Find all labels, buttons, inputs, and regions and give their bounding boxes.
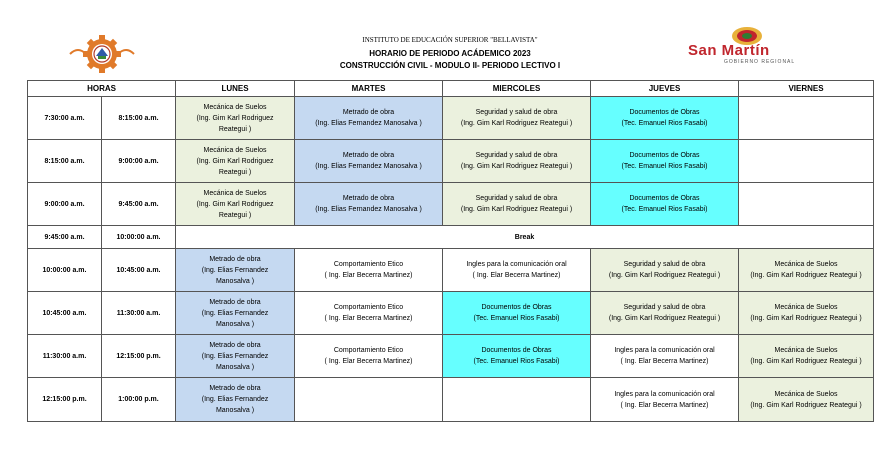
instructor-name: (Ing. Elias Fernandez [201, 396, 269, 403]
end-time: 1:00:00 p.m. [102, 378, 176, 422]
class-cell [591, 183, 739, 226]
instructor-name: (Tec. Emanuel Rios Fasabi) [473, 315, 560, 322]
course-name: Documentos de Obras [481, 347, 552, 354]
course-name: Documentos de Obras [481, 304, 552, 311]
instructor-name: Manosalva ) [215, 407, 255, 414]
course-name: Documentos de Obras [629, 152, 700, 159]
schedule-table [27, 80, 874, 422]
class-cell [739, 249, 874, 292]
course-name: Seguridad y salud de obra [475, 109, 558, 116]
instructor-name: Reategui ) [218, 211, 252, 219]
class-cell [295, 335, 443, 378]
class-cell [591, 292, 739, 335]
instructor-name: (Ing. Elias Fernandez [201, 266, 269, 274]
course-name: Metrado de obra [342, 109, 395, 116]
regional-brand-subtext: GOBIERNO REGIONAL [724, 59, 796, 65]
class-cell [739, 378, 874, 422]
break-cell: Break [176, 226, 874, 249]
course-name: Seguridad y salud de obra [475, 152, 558, 159]
header-row [28, 81, 874, 97]
instructor-name: (Tec. Emanuel Rios Fasabi) [621, 206, 708, 213]
course-name: Metrado de obra [209, 385, 261, 392]
instructor-name: Manosalva ) [215, 320, 255, 328]
instructor-name: (Tec. Emanuel Rios Fasabi) [621, 163, 708, 170]
schedule-title: HORARIO DE PERIODO ACÁDEMICO 2023 [369, 49, 531, 58]
instructor-name: (Ing. Gim Karl Rodriguez [196, 114, 274, 122]
class-cell [176, 97, 295, 140]
start-time: 9:00:00 a.m. [28, 183, 102, 226]
instructor-name: Reategui ) [218, 168, 252, 176]
regional-government-logo [672, 26, 822, 70]
class-cell [739, 292, 874, 335]
class-cell [176, 140, 295, 183]
instructor-name: (Ing. Gim Karl Rodriguez [196, 157, 274, 165]
class-cell [443, 183, 591, 226]
course-name: Mecánica de Suelos [774, 390, 838, 398]
instructor-name: ( Ing. Elar Becerra Martinez) [324, 315, 413, 322]
course-name: Seguridad y salud de obra [623, 304, 706, 311]
instructor-name: (Tec. Emanuel Rios Fasabi) [473, 358, 560, 365]
class-cell [443, 292, 591, 335]
title-block [250, 36, 650, 71]
class-cell [443, 378, 591, 422]
class-cell [295, 249, 443, 292]
course-name: Documentos de Obras [629, 109, 700, 116]
instructor-name: (Ing. Gim Karl Rodriguez Reategui ) [460, 206, 573, 213]
end-time: 10:00:00 a.m. [102, 226, 176, 249]
class-cell [443, 249, 591, 292]
instructor-name: ( Ing. Elar Becerra Martinez) [324, 272, 413, 279]
course-name: Metrado de obra [209, 298, 261, 306]
instructor-name: Manosalva ) [215, 277, 255, 285]
instructor-name: (Ing. Gim Karl Rodriguez Reategui ) [750, 315, 862, 322]
instructor-name: (Ing. Gim Karl Rodriguez [196, 200, 274, 208]
class-cell [295, 292, 443, 335]
course-name: Seguridad y salud de obra [623, 261, 706, 268]
course-name: Metrado de obra [209, 341, 261, 349]
class-cell [739, 335, 874, 378]
course-name: Mecánica de Suelos [203, 103, 267, 111]
table-row [28, 378, 874, 422]
start-time: 9:45:00 a.m. [28, 226, 102, 249]
instructor-name: (Ing. Elias Fernandez [201, 352, 269, 360]
instructor-name: Reategui ) [218, 125, 252, 133]
regional-brand-text: San Martín [688, 42, 770, 59]
start-time: 12:15:00 p.m. [28, 378, 102, 422]
course-name: Ingles para la comunicación oral [466, 261, 567, 268]
end-time: 12:15:00 p.m. [102, 335, 176, 378]
course-name: Comportamiento Etico [333, 347, 404, 354]
instructor-name: (Ing. Gim Karl Rodriguez Reategui ) [460, 163, 573, 170]
class-cell [176, 378, 295, 422]
col-header-miercoles: MIERCOLES [443, 81, 591, 97]
class-cell [176, 292, 295, 335]
institute-logo [68, 34, 136, 74]
instructor-name: (Ing. Gim Karl Rodriguez Reategui ) [750, 272, 862, 279]
class-cell [739, 97, 874, 140]
class-cell [591, 378, 739, 422]
start-time: 7:30:00 a.m. [28, 97, 102, 140]
start-time: 10:45:00 a.m. [28, 292, 102, 335]
course-name: Mecánica de Suelos [774, 304, 838, 311]
class-cell [591, 97, 739, 140]
class-cell [295, 378, 443, 422]
instructor-name: ( Ing. Elar Becerra Martinez) [620, 358, 709, 365]
course-name: Ingles para la comunicación oral [614, 390, 715, 398]
instructor-name: ( Ing. Elar Becerra Martinez) [620, 401, 709, 409]
instructor-name: (Ing. Gim Karl Rodriguez Reategui ) [608, 315, 721, 322]
course-name: Metrado de obra [209, 255, 261, 263]
end-time: 11:30:00 a.m. [102, 292, 176, 335]
col-header-viernes: VIERNES [739, 81, 874, 97]
instructor-name: (Ing. Gim Karl Rodriguez Reategui ) [608, 272, 721, 279]
table-row [28, 249, 874, 292]
instructor-name: (Ing. Gim Karl Rodriguez Reategui ) [460, 120, 573, 127]
course-name: Mecánica de Suelos [203, 189, 267, 197]
start-time: 11:30:00 a.m. [28, 335, 102, 378]
class-cell [176, 183, 295, 226]
table-row [28, 226, 874, 249]
table-row [28, 292, 874, 335]
course-name: Ingles para la comunicación oral [614, 347, 715, 354]
class-cell [176, 335, 295, 378]
class-cell [443, 140, 591, 183]
end-time: 8:15:00 a.m. [102, 97, 176, 140]
end-time: 9:00:00 a.m. [102, 140, 176, 183]
course-name: Documentos de Obras [629, 195, 700, 202]
instructor-name: (Ing. Elias Fernandez Manosalva ) [315, 120, 422, 127]
course-name: Metrado de obra [342, 195, 395, 202]
end-time: 10:45:00 a.m. [102, 249, 176, 292]
table-row [28, 183, 874, 226]
class-cell [443, 97, 591, 140]
col-header-horas: HORAS [28, 81, 176, 97]
col-header-lunes: LUNES [176, 81, 295, 97]
instructor-name: Manosalva ) [215, 363, 255, 371]
instructor-name: (Tec. Emanuel Rios Fasabi) [621, 120, 708, 127]
course-name: Comportamiento Etico [333, 304, 404, 311]
instructor-name: (Ing. Elias Fernandez Manosalva ) [315, 163, 422, 170]
class-cell [591, 140, 739, 183]
institute-name: INSTITUTO DE EDUCACIÓN SUPERIOR "BELLAVISTA" [362, 36, 538, 44]
instructor-name: ( Ing. Elar Becerra Martinez) [324, 358, 413, 365]
instructor-name: ( Ing. Elar Becerra Martinez) [472, 272, 561, 279]
col-header-jueves: JUEVES [591, 81, 739, 97]
class-cell [739, 183, 874, 226]
table-row [28, 97, 874, 140]
class-cell [295, 97, 443, 140]
class-cell [176, 249, 295, 292]
course-name: Mecánica de Suelos [774, 347, 838, 354]
course-name: Mecánica de Suelos [203, 146, 267, 154]
class-cell [295, 140, 443, 183]
document-header [0, 0, 894, 80]
schedule-subtitle: CONSTRUCCIÓN CIVIL - MODULO II- PERIODO LECTIVO I [339, 61, 561, 70]
col-header-martes: MARTES [295, 81, 443, 97]
course-name: Seguridad y salud de obra [475, 195, 558, 202]
instructor-name: (Ing. Elias Fernandez Manosalva ) [315, 206, 422, 213]
class-cell [295, 183, 443, 226]
course-name: Comportamiento Etico [333, 261, 404, 268]
table-row [28, 335, 874, 378]
course-name: Mecánica de Suelos [774, 261, 838, 268]
table-row [28, 140, 874, 183]
class-cell [591, 335, 739, 378]
instructor-name: (Ing. Gim Karl Rodriguez Reategui ) [750, 401, 862, 409]
class-cell [591, 249, 739, 292]
course-name: Metrado de obra [342, 152, 395, 159]
instructor-name: (Ing. Gim Karl Rodriguez Reategui ) [750, 358, 862, 365]
class-cell [443, 335, 591, 378]
instructor-name: (Ing. Elias Fernandez [201, 309, 269, 317]
start-time: 8:15:00 a.m. [28, 140, 102, 183]
class-cell [739, 140, 874, 183]
start-time: 10:00:00 a.m. [28, 249, 102, 292]
end-time: 9:45:00 a.m. [102, 183, 176, 226]
